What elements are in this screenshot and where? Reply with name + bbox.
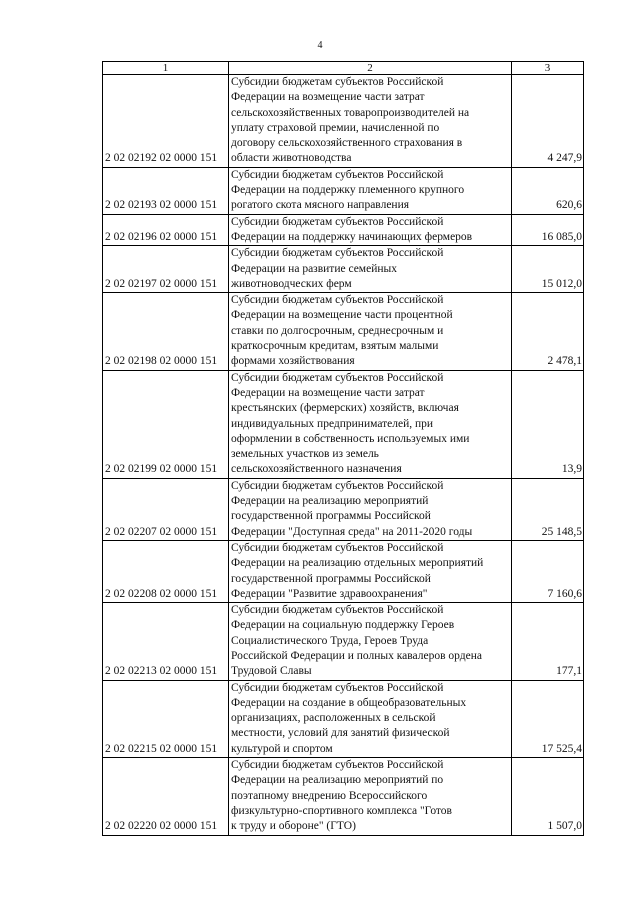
amount-cell: 25 148,5 [512, 478, 584, 540]
description-line: Субсидии бюджетам субъектов Российской [231, 759, 444, 772]
description-line: Субсидии бюджетам субъектов Российской [231, 294, 444, 307]
description-line: Субсидии бюджетам субъектов Российской [231, 604, 444, 617]
description-line: Российской Федерации и полных кавалеров ордена [231, 649, 482, 662]
description-cell [229, 603, 512, 680]
table-row [103, 370, 584, 478]
amount-cell: 16 085,0 [512, 214, 584, 246]
description-line: уплату страховой премии, начисленной по [231, 121, 440, 134]
description-line: сельскохозяйственных товаропроизводителей на [231, 106, 470, 119]
column-header-description: 2 [229, 62, 512, 75]
description-cell [229, 680, 512, 757]
description-cell [229, 758, 512, 835]
description-line: культурой и спортом [231, 742, 333, 755]
description-line: земельных участков из земель [231, 448, 379, 461]
description-line: области животноводства [231, 152, 352, 165]
budget-classification-table [102, 61, 584, 836]
amount-cell: 13,9 [512, 370, 584, 478]
budget-code-cell: 2 02 02220 02 0000 151 [103, 758, 229, 835]
description-cell [229, 167, 512, 214]
description-line: Субсидии бюджетам субъектов Российской [231, 168, 444, 181]
description-line: поэтапному внедрению Всероссийского [231, 789, 428, 802]
description-line: Федерации на реализацию отдельных мероприятий [231, 557, 484, 570]
column-header-amount: 3 [512, 62, 584, 75]
description-line: Федерации "Развитие здравоохранения" [231, 587, 428, 600]
description-line: Социалистического Труда, Героев Труда [231, 634, 429, 647]
table-row [103, 758, 584, 835]
description-line: индивидуальных предпринимателей, при [231, 417, 434, 430]
table-row [103, 680, 584, 757]
table-row [103, 478, 584, 540]
description-cell [229, 75, 512, 168]
description-line: государственной программы Российской [231, 510, 431, 523]
description-line: Федерации на социальную поддержку Героев [231, 619, 455, 632]
budget-code-cell: 2 02 02207 02 0000 151 [103, 478, 229, 540]
description-line: Субсидии бюджетам субъектов Российской [231, 371, 444, 384]
description-cell [229, 478, 512, 540]
budget-code-cell: 2 02 02215 02 0000 151 [103, 680, 229, 757]
description-line: Федерации на поддержку начинающих фермеров [231, 230, 473, 243]
description-line: Субсидии бюджетам субъектов Российской [231, 247, 444, 260]
table-row [103, 293, 584, 370]
description-cell [229, 293, 512, 370]
description-line: Субсидии бюджетам субъектов Российской [231, 215, 444, 228]
description-line: местности, условий для занятий физической [231, 727, 450, 740]
description-line: договору сельскохозяйственного страхования в [231, 137, 463, 150]
description-cell [229, 540, 512, 602]
description-line: физкультурно-спортивного комплекса "Готов [231, 804, 452, 817]
description-line: Федерации на реализацию мероприятий [231, 495, 429, 508]
amount-cell: 2 478,1 [512, 293, 584, 370]
description-line: Федерации на поддержку племенного крупного [231, 184, 465, 197]
description-cell [229, 246, 512, 293]
description-line: Федерации на возмещение части процентной [231, 309, 453, 322]
amount-cell: 1 507,0 [512, 758, 584, 835]
description-line: Субсидии бюджетам субъектов Российской [231, 681, 444, 694]
description-line: к труду и обороне" (ГТО) [231, 820, 356, 833]
budget-code-cell: 2 02 02193 02 0000 151 [103, 167, 229, 214]
page-number: 4 [317, 40, 323, 51]
description-line: крестьянских (фермерских) хозяйств, включая [231, 402, 459, 415]
budget-code-cell: 2 02 02192 02 0000 151 [103, 75, 229, 168]
table-row [103, 603, 584, 680]
amount-cell: 177,1 [512, 603, 584, 680]
description-line: Федерации "Доступная среда" на 2011-2020 годы [231, 525, 473, 538]
description-line: Федерации на развитие семейных [231, 262, 397, 275]
description-line: оформлении в собственность используемых ими [231, 432, 470, 445]
amount-cell: 17 525,4 [512, 680, 584, 757]
description-line: Субсидии бюджетам субъектов Российской [231, 479, 444, 492]
table-row [103, 246, 584, 293]
description-line: формами хозяйствования [231, 355, 355, 368]
description-line: Федерации на создание в общеобразовательных [231, 696, 467, 709]
description-line: Субсидии бюджетам субъектов Российской [231, 541, 444, 554]
table-header-row [103, 62, 584, 75]
budget-code-cell: 2 02 02196 02 0000 151 [103, 214, 229, 246]
description-line: сельскохозяйственного назначения [231, 463, 402, 476]
budget-code-cell: 2 02 02213 02 0000 151 [103, 603, 229, 680]
description-line: ставки по долгосрочным, среднесрочным и [231, 324, 444, 337]
budget-code-cell: 2 02 02199 02 0000 151 [103, 370, 229, 478]
table-row [103, 167, 584, 214]
budget-code-cell: 2 02 02208 02 0000 151 [103, 540, 229, 602]
description-line: государственной программы Российской [231, 572, 431, 585]
column-header-code: 1 [103, 62, 229, 75]
table-row [103, 540, 584, 602]
amount-cell: 7 160,6 [512, 540, 584, 602]
description-line: животноводческих ферм [231, 277, 352, 290]
amount-cell: 620,6 [512, 167, 584, 214]
amount-cell: 4 247,9 [512, 75, 584, 168]
description-line: рогатого скота мясного направления [231, 199, 410, 212]
description-cell [229, 214, 512, 246]
description-cell [229, 370, 512, 478]
description-line: организациях, расположенных в сельской [231, 712, 436, 725]
budget-code-cell: 2 02 02197 02 0000 151 [103, 246, 229, 293]
amount-cell: 15 012,0 [512, 246, 584, 293]
description-line: Трудовой Славы [231, 665, 312, 678]
description-line: Федерации на реализацию мероприятий по [231, 774, 444, 787]
description-line: краткосрочным кредитам, взятым малыми [231, 340, 439, 353]
description-line: Федерации на возмещение части затрат [231, 91, 425, 104]
budget-code-cell: 2 02 02198 02 0000 151 [103, 293, 229, 370]
description-line: Субсидии бюджетам субъектов Российской [231, 76, 444, 88]
table-row [103, 75, 584, 168]
table-row [103, 214, 584, 246]
description-line: Федерации на возмещение части затрат [231, 386, 425, 399]
